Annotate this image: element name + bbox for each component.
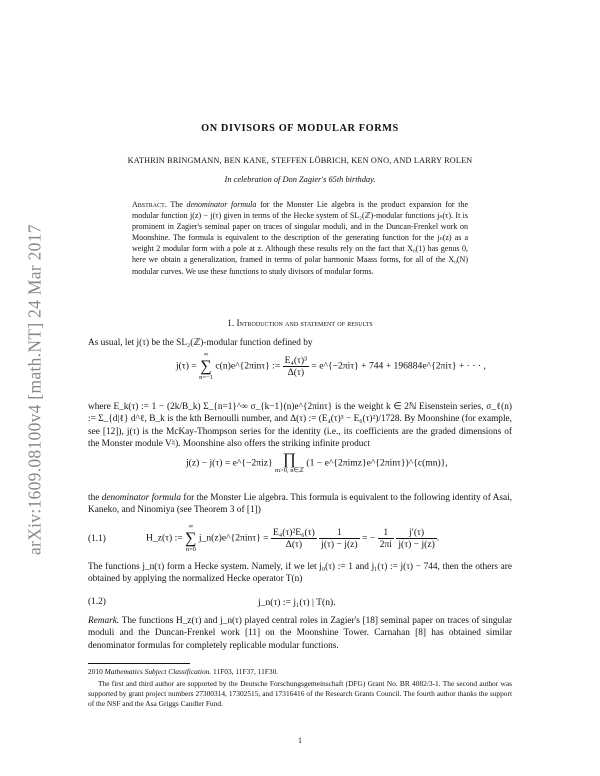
eq11-lhs: H_z(τ) := [146,532,183,544]
sum-operator-1-1: ∞ ∑ n=0 [185,523,197,553]
remark-label: Remark. [88,616,120,626]
sum-upper-limit-1-1: ∞ [188,523,194,530]
eq11-term: j_n(z)e^{2πinτ} = [198,532,269,544]
eq11-f4-den: j(τ) − j(z) [398,539,435,550]
eq11-f2-den: j(τ) − j(z) [321,539,358,550]
eq11-equals: = − [362,532,376,544]
remark-paragraph [88,615,512,652]
product-operator: ∏ m>0, n∈ℤ [275,451,304,474]
eq11-f3-den: 2πi [379,539,392,550]
abstract-text-start: The [170,200,187,209]
eq-j-rhs: = e^{−2πiτ} + 744 + 196884e^{2πiτ} + · · · , [311,360,486,372]
denominator-text: for the Monster Lie algebra. This formula is equivalent to the following identity of Asai, Kaneko, and Ninomiya (see Theorem 3 of [1]) [88,493,512,516]
support-footnote: The first and third author are supported by the Deutsche Forschungsgemeinschaft (DFG) Grant No. BR 4082/3-1. The second author was supported by grant project numbers 27300314, 17302515, and 17316416 of the Research Grants Council. The fourth author thanks the support of the NSF and the Asa Griggs Candler Fund. [88,679,512,709]
arxiv-identifier: arXiv:1609.08100v4 [math.NT] 24 Mar 2017 [24,224,45,556]
equation-infinite-product [186,452,448,475]
eq11-f1-num: E₄(τ)²E₆(τ) [272,527,315,538]
dedication: In celebration of Don Zagier's 65th birthday. [224,175,376,184]
eq11-end: . [436,532,440,544]
equation-number-1-2: (1.2) [88,597,106,607]
eq11-fraction-3 [378,527,394,550]
denominator-text-start: the [88,493,102,503]
equation-j-expansion [176,352,486,381]
abstract-label: Abstract. [132,200,167,209]
eq11-f1-den: Δ(τ) [285,539,303,550]
equation-1-1 [146,524,439,553]
eq11-fraction-2 [319,527,359,550]
abstract-text: for the Monster Lie algebra is the product expansion for the modular function j(z) − j(τ) given in terms of the Hecke system of SL₂(ℤ)-modular functions jₙ(τ). It is prominent in Zagier's seminal paper on traces of singular moduli, and in the Duncan-Frenkel work on Moonshine. The formula is equivalent to the description of the generating function for the jₙ(z) as a weight 2 modular form with a pole at z. Although these results rely on the fact that X₀(1) has genus 0, here we obtain a generalization, framed in terms of polar harmonic Maass forms, for all of the X₀(N) modular curves. We use these functions to study divisors of modular forms. [132,200,468,276]
sum-upper-limit: ∞ [203,351,209,358]
denominator-term: denominator formula [101,493,182,503]
page-number: 1 [298,736,302,745]
eq11-fraction-4 [396,527,436,550]
eq-j-term: c(n)e^{2πinτ} := [215,360,281,372]
msc-label: Mathematics Subject Classification. [104,667,212,676]
remark-text: The functions H_z(τ) and j_n(τ) played central roles in Zagier's [18] seminal paper on traces of singular moduli and the Duncan-Frenkel work [11] on the Moonshine Tower. Carnahan [8] has obtained similar denominator formulas for completely replicable modular functions. [88,616,512,651]
section-heading: 1. Introduction and statement of results [227,318,373,328]
eq-j-denominator: Δ(τ) [287,367,305,378]
msc-year: 2010 [88,667,105,676]
product-lower-limit: m>0, n∈ℤ [275,467,304,474]
intro-paragraph: As usual, let j(τ) be the SL₂(ℤ)-modular function defined by [88,338,313,348]
eq-prod-lhs: j(z) − j(τ) = e^{−2πiz} [186,457,273,469]
eq-j-lhs: j(τ) = [176,360,197,372]
equation-number-1-1: (1.1) [88,534,106,544]
eq-j-fraction [283,355,309,378]
denominator-paragraph [88,492,512,517]
abstract [132,199,468,277]
sum-lower-limit-1-1: n=0 [185,545,196,553]
msc-footnote [88,667,512,677]
paper-title: ON DIVISORS OF MODULAR FORMS [201,123,399,134]
footnote-divider [88,663,190,664]
where-paragraph: where E_k(τ) := 1 − (2k/B_k) Σ_{n=1}^∞ σ_{k−1}(n)e^{2πinτ} is the weight k ∈ 2ℕ Eisenstein series, σ_ℓ(n) := Σ_{d|ℓ} d^ℓ, B_k is the kth Bernoulli number, and Δ(τ) := (E₄(τ)³ − E₆(τ)²)/1728. By Moonshine (for example, see [12]), j(τ) is the McKay-Thompson series for the identity (i.e., its coefficients are the graded dimensions of the Monster module V♮). Moonshine also offers the striking infinite product [88,402,512,450]
equation-1-2: j_n(τ) := j₁(τ) | T(n). [258,597,336,608]
abstract-term: denominator formula [186,200,257,209]
sum-lower-limit: n=−1 [199,373,213,381]
author-list: KATHRIN BRINGMANN, BEN KANE, STEFFEN LÖBRICH, KEN ONO, AND LARRY ROLEN [127,156,473,165]
eq-j-numerator: E₄(τ)³ [284,355,307,366]
eq-prod-rhs: (1 − e^{2πimz}e^{2πinτ})^{c(mn)}, [306,457,448,469]
eq11-f4-num: j′(τ) [396,527,436,539]
msc-codes: 11F03, 11F37, 11F30. [211,667,279,676]
hecke-paragraph: The functions j_n(τ) form a Hecke system. Namely, if we let j₀(τ) := 1 and j₁(τ) := j(τ) − 744, then the others are obtained by applying the normalized Hecke operator T(n) [88,562,512,585]
eq11-f3-num: 1 [378,527,394,539]
eq11-f2-num: 1 [319,527,359,539]
eq11-fraction-1 [271,527,317,550]
sum-operator: ∞ ∑ n=−1 [199,351,213,381]
